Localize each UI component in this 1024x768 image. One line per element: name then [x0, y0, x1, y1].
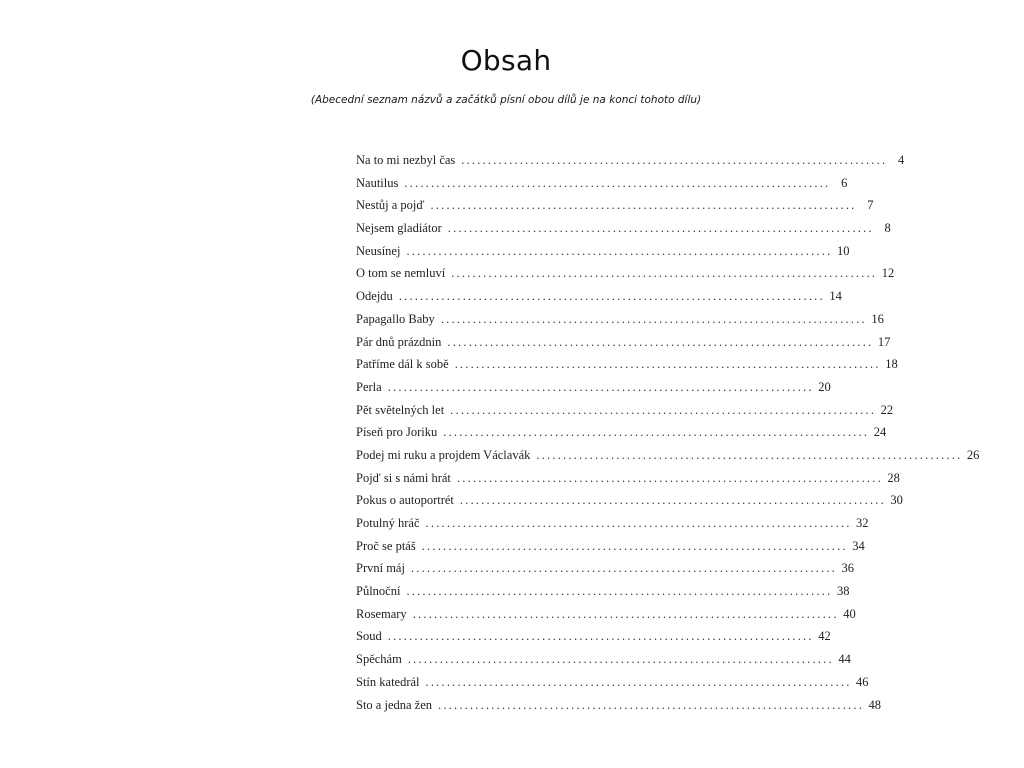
- toc-entry-page: 12: [881, 266, 895, 281]
- toc-entry: [356, 198, 874, 221]
- toc-entry-page: 16: [871, 311, 884, 326]
- toc-entry-title: Nestůj a pojď: [356, 198, 425, 213]
- toc-entry: [356, 311, 884, 335]
- toc-entry-page: 18: [885, 357, 898, 372]
- toc-entry: [356, 334, 891, 358]
- toc-dot-leader: ................................................................................: [438, 697, 865, 712]
- toc-dot-leader: ................................................................................: [443, 425, 870, 440]
- toc-entry-title: Nautilus: [356, 175, 399, 190]
- toc-entry-title: Rosemary: [356, 606, 407, 621]
- toc-entry: [356, 697, 882, 721]
- toc-entry-page: 42: [818, 629, 831, 644]
- toc-entry-title: Pokus o autoportrét: [356, 493, 454, 508]
- toc-entry-title: Půlnoční: [356, 584, 401, 599]
- toc-dot-leader: ................................................................................: [398, 289, 825, 304]
- toc-entry: [356, 584, 850, 607]
- toc-entry: [356, 561, 854, 584]
- toc-dot-leader: ................................................................................: [406, 584, 833, 599]
- toc-entry-title: Neusínej: [356, 243, 401, 258]
- toc-entry-page: 6: [841, 175, 848, 190]
- toc-entry: [356, 402, 894, 426]
- toc-entry: [356, 493, 903, 516]
- toc-entry-title: Pár dnů prázdnin: [356, 334, 442, 349]
- toc-entry: [356, 606, 856, 630]
- page-title: Obsah: [460, 44, 552, 77]
- toc-dot-leader: ................................................................................: [440, 311, 867, 326]
- toc-entry-page: 46: [856, 674, 869, 689]
- toc-entry-page: 24: [873, 425, 887, 440]
- toc-entry-page: 36: [841, 561, 854, 576]
- toc-dot-leader: ................................................................................: [461, 153, 888, 167]
- toc-entry-title: Soud: [356, 629, 382, 644]
- toc-dot-leader: ................................................................................: [387, 629, 814, 644]
- toc-entry-title: Pět světelných let: [356, 402, 445, 417]
- page-subtitle: (Abecední seznam názvů a začátků písní obou dílů je na konci tohoto dílu): [310, 94, 702, 106]
- toc-entry-title: Patříme dál k sobě: [356, 357, 449, 372]
- toc-entry-page: 40: [843, 606, 856, 621]
- table-of-contents: [356, 153, 980, 720]
- toc-entry: [356, 470, 900, 494]
- toc-entry-page: 17: [877, 334, 891, 349]
- toc-entry: [356, 425, 887, 448]
- toc-dot-leader: ................................................................................: [459, 493, 886, 508]
- toc-entry: [356, 357, 898, 380]
- toc-entry-page: 10: [836, 243, 850, 258]
- toc-entry-title: Perla: [356, 379, 382, 394]
- toc-entry: [356, 221, 891, 244]
- toc-entry: [356, 379, 831, 403]
- toc-entry-title: Podej mi ruku a projdem Václavák: [356, 447, 531, 462]
- toc-entry: [356, 289, 842, 312]
- toc-entry-page: 4: [898, 153, 905, 167]
- toc-dot-leader: ................................................................................: [425, 516, 852, 530]
- toc-entry: [356, 175, 848, 199]
- toc-entry: [356, 629, 831, 652]
- toc-entry: [356, 153, 905, 176]
- toc-dot-leader: ................................................................................: [536, 447, 963, 462]
- toc-entry-page: 48: [868, 697, 882, 712]
- toc-dot-leader: ................................................................................: [406, 243, 833, 258]
- toc-entry-title: Na to mi nezbyl čas: [356, 153, 456, 167]
- toc-dot-leader: ................................................................................: [456, 470, 883, 485]
- toc-entry-page: 38: [836, 584, 850, 599]
- toc-entry-page: 8: [884, 221, 891, 236]
- toc-entry-title: Proč se ptáš: [356, 538, 416, 553]
- toc-entry: [356, 652, 851, 675]
- toc-entry-title: První máj: [356, 561, 405, 576]
- toc-entry-page: 7: [867, 198, 874, 213]
- toc-dot-leader: ................................................................................: [407, 652, 834, 667]
- toc-entry-page: 34: [852, 538, 865, 553]
- toc-dot-leader: ................................................................................: [450, 402, 877, 417]
- toc-entry-page: 26: [966, 447, 980, 462]
- toc-dot-leader: ................................................................................: [447, 221, 874, 236]
- toc-entry: [356, 243, 850, 267]
- toc-entry-title: Píseň pro Joriku: [356, 425, 438, 440]
- toc-entry-page: 22: [880, 402, 894, 417]
- toc-entry-title: O tom se nemluví: [356, 266, 446, 281]
- toc-entry-title: Pojď si s námi hrát: [356, 470, 451, 485]
- toc-entry: [356, 674, 869, 698]
- toc-dot-leader: ................................................................................: [421, 538, 848, 553]
- toc-entry-page: 32: [856, 516, 869, 530]
- toc-entry-title: Potulný hráč: [356, 516, 420, 530]
- toc-entry-title: Spěchám: [356, 652, 402, 667]
- toc-dot-leader: ................................................................................: [412, 606, 839, 621]
- toc-entry: [356, 516, 869, 539]
- toc-entry-page: 44: [838, 652, 851, 667]
- toc-entry-title: Papagallo Baby: [356, 311, 435, 326]
- toc-dot-leader: ................................................................................: [451, 266, 878, 281]
- toc-entry-title: Sto a jedna žen: [356, 697, 433, 712]
- toc-dot-leader: ................................................................................: [410, 561, 837, 576]
- toc-entry-title: Odejdu: [356, 289, 393, 304]
- toc-dot-leader: ................................................................................: [387, 379, 814, 394]
- toc-entry-title: Nejsem gladiátor: [356, 221, 442, 236]
- toc-entry-title: Stín katedrál: [356, 674, 420, 689]
- toc-entry-page: 14: [829, 289, 842, 304]
- toc-entry: [356, 538, 865, 562]
- toc-dot-leader: ................................................................................: [447, 334, 874, 349]
- toc-dot-leader: ................................................................................: [454, 357, 881, 372]
- toc-dot-leader: ................................................................................: [425, 674, 852, 689]
- toc-entry-page: 30: [890, 493, 903, 508]
- toc-entry: [356, 447, 980, 471]
- toc-entry-page: 20: [818, 379, 831, 394]
- toc-dot-leader: ................................................................................: [430, 198, 857, 213]
- toc-entry-page: 28: [887, 470, 900, 485]
- toc-entry: [356, 266, 895, 289]
- toc-dot-leader: ................................................................................: [404, 175, 831, 190]
